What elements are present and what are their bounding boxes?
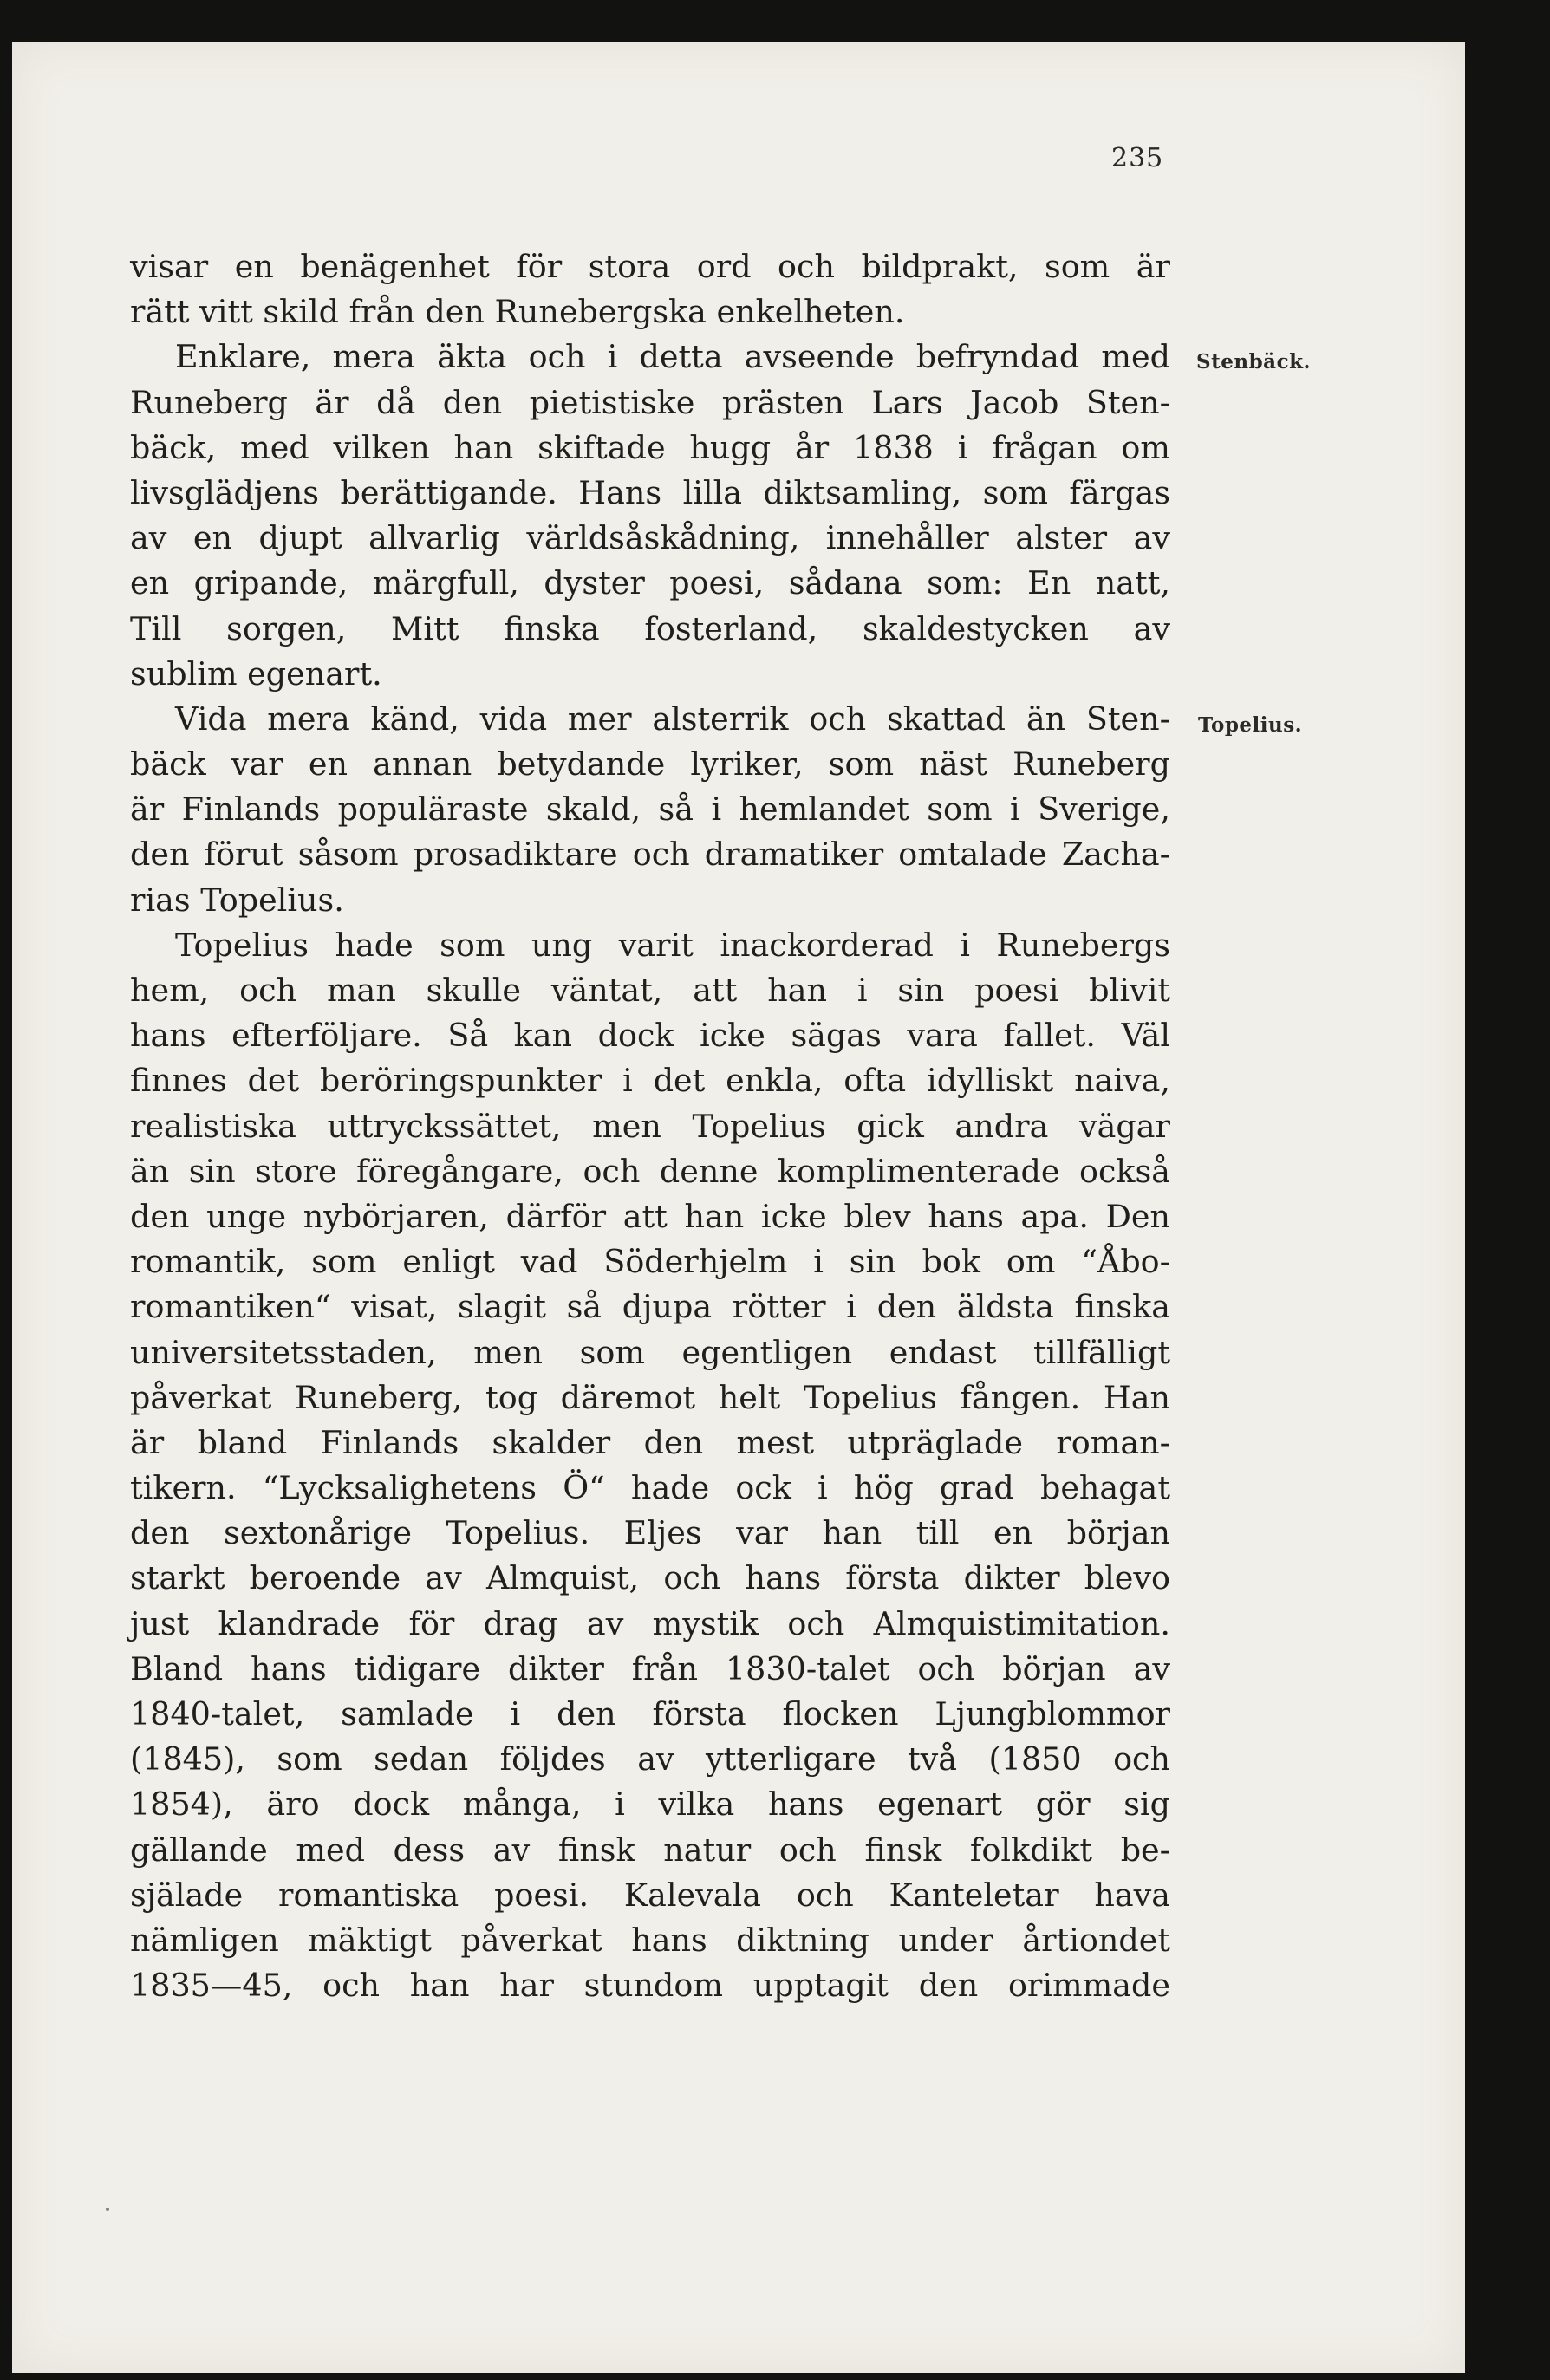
text-line: realistiska uttryckssättet, men Topelius gick andra vägar [130,1107,1170,1145]
text-line: bäck, med vilken han skiftade hugg år 1838 i frågan om [130,428,1170,466]
text-line: just klandrade för drag av mystik och Almquistimitation. [130,1604,1170,1642]
text-line: starkt beroende av Almquist, och hans första dikter blevo [130,1559,1170,1597]
text-line: romantik, som enligt vad Söderhjelm i sin bok om “Åbo- [130,1243,1170,1281]
text-line: rätt vitt skild från den Runebergska enkelheten. [130,293,905,331]
text-line: bäck var en annan betydande lyriker, som näst Runeberg [130,745,1170,784]
text-line: Till sorgen, Mitt finska fosterland, skaldestycken av [130,609,1170,647]
text-line: 1854), äro dock många, i vilka hans egenart gör sig [130,1785,1170,1824]
marginal-note-stenback: Stenbäck. [1196,350,1312,374]
text-line: romantiken“ visat, slagit så djupa rötter i den äldsta finska [130,1288,1170,1326]
text-line: själade romantiska poesi. Kalevala och Kanteletar hava [130,1876,1170,1914]
text-line: Vida mera känd, vida mer alsterrik och skattad än Sten- [175,699,1170,738]
text-line: den sextonårige Topelius. Eljes var han till en början [130,1514,1170,1552]
text-line: tikern. “Lycksalighetens Ö“ hade ock i hög grad behagat [130,1469,1170,1507]
text-line: Bland hans tidigare dikter från 1830-talet och början av [130,1649,1170,1687]
paper-speck [106,2208,109,2211]
marginal-note-topelius: Topelius. [1198,713,1303,737]
text-line: Topelius hade som ung varit inackorderad i Runebergs [175,926,1170,964]
text-line: hem, och man skulle väntat, att han i sin poesi blivit [130,972,1170,1009]
text-line: 1835—45, och han har stundom upptagit den orimmade [130,1967,1170,2005]
text-line: den unge nybörjaren, därför att han icke blev hans apa. Den [130,1197,1170,1235]
text-line: rias Topelius. [130,881,344,919]
text-line: är bland Finlands skalder den mest utpräglade roman- [130,1423,1170,1461]
text-line: visar en benägenhet för stora ord och bildprakt, som är [130,248,1170,285]
text-line: än sin store föregångare, och denne komplimenterade också [130,1152,1170,1190]
text-line: påverkat Runeberg, tog däremot helt Topelius fången. Han [130,1378,1170,1416]
text-line: livsglädjens berättigande. Hans lilla diktsamling, som färgas [130,473,1170,511]
text-line: av en djupt allvarlig världsåskådning, innehåller alster av [130,519,1170,557]
text-line: en gripande, märgfull, dyster poesi, sådana som: En natt, [130,564,1170,602]
text-line: sublim egenart. [130,654,382,693]
text-line: finnes det beröringspunkter i det enkla, ofta idylliskt naiva, [130,1062,1170,1100]
text-line: gällande med dess av finsk natur och finsk folkdikt be- [130,1831,1170,1869]
text-line: hans efterföljare. Så kan dock icke sägas vara fallet. Väl [130,1017,1170,1055]
text-line: (1845), som sedan följdes av ytterligare två (1850 och [130,1740,1170,1778]
text-line: den förut såsom prosadiktare och dramatiker omtalade Zacha- [130,836,1170,874]
text-line: nämligen mäktigt påverkat hans diktning under årtiondet [130,1921,1170,1959]
text-line: 1840-talet, samlade i den första flocken Ljungblommor [130,1695,1170,1733]
text-line: universitetsstaden, men som egentligen endast tillfälligt [130,1333,1170,1371]
text-line: Enklare, mera äkta och i detta avseende befryndad med [175,338,1170,376]
text-line: Runeberg är då den pietistiske prästen Lars Jacob Sten- [130,383,1170,421]
text-line: är Finlands populäraste skald, så i hemlandet som i Sverige, [130,790,1170,829]
page-number: 235 [1111,143,1164,173]
body-text [130,244,1170,2008]
